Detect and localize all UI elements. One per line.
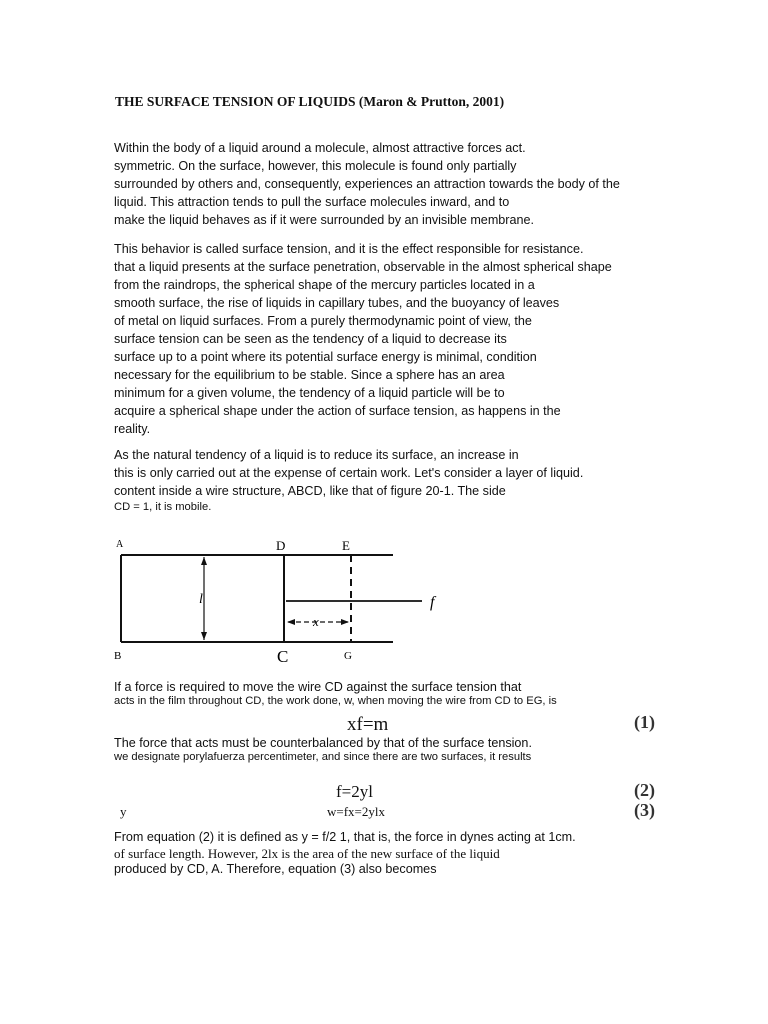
paragraph-work: [114, 446, 583, 500]
text-line: acts in the film throughout CD, the work done, w, when moving the wire from CD to EG, is: [114, 695, 557, 707]
text-line: that a liquid presents at the surface penetration, observable in the almost spherical shape: [114, 260, 612, 274]
text-line: we designate porylafuerza percentimeter, and since there are two surfaces, it results: [114, 751, 532, 763]
equation-1: xf=m: [347, 714, 389, 735]
text-line: surface tension can be seen as the tendency of a liquid to decrease its: [114, 332, 507, 346]
text-line: of surface length. However, 2lx is the area of the new surface of the liquid: [114, 846, 500, 861]
label-b: B: [114, 650, 122, 662]
wire-frame-figure: [110, 535, 450, 663]
label-a: A: [116, 539, 124, 550]
text-line: reality.: [114, 422, 151, 436]
text-line: surrounded by others and, consequently, experiences an attraction towards the body of the: [114, 177, 620, 191]
document-title: THE SURFACE TENSION OF LIQUIDS (Maron & Prutton, 2001): [115, 94, 505, 109]
text-line: From equation (2) it is defined as y = f/2 1, that is, the force in dynes acting at 1cm.: [114, 830, 576, 844]
label-e: E: [342, 538, 350, 553]
arrowhead-up: [201, 557, 207, 565]
equation-3-number: (3): [634, 800, 655, 820]
paragraph-intro: [114, 139, 620, 229]
text-line: of metal on liquid surfaces. From a purely thermodynamic point of view, the: [114, 314, 532, 328]
text-line: smooth surface, the rise of liquids in capillary tubes, and the buoyancy of leaves: [114, 296, 560, 310]
text-line: this is only carried out at the expense of certain work. Let's consider a layer of liquid.: [114, 466, 584, 480]
text-line: produced by CD, A. Therefore, equation (3) also becomes: [114, 862, 437, 876]
label-c: C: [277, 647, 289, 663]
text-line: Within the body of a liquid around a molecule, almost attractive forces act.: [114, 141, 526, 155]
text-line: liquid. This attraction tends to pull the surface molecules inward, and to: [114, 195, 510, 209]
label-x: x: [313, 614, 319, 629]
label-f: f: [430, 594, 435, 611]
text-line: The force that acts must be counterbalanced by that of the surface tension.: [114, 736, 532, 750]
text-line: minimum for a given volume, the tendency of a liquid particle will be to: [114, 386, 505, 400]
equation-2-number: (2): [634, 780, 655, 800]
equation-2: f=2yl: [336, 782, 373, 801]
text-line: As the natural tendency of a liquid is to reduce its surface, an increase in: [114, 448, 519, 462]
text-line: symmetric. On the surface, however, this molecule is found only partially: [114, 159, 517, 173]
text-line: surface up to a point where its potential surface energy is minimal, condition: [114, 350, 537, 364]
text-line: make the liquid behaves as if it were surrounded by an invisible membrane.: [114, 213, 535, 227]
paragraph-surface-tension: [114, 240, 612, 438]
text-line: This behavior is called surface tension, and it is the effect responsible for resistance.: [114, 242, 584, 256]
label-g: G: [344, 650, 352, 662]
text-line: acquire a spherical shape under the action of surface tension, as happens in the: [114, 404, 561, 418]
text-line: CD = 1, it is mobile.: [114, 501, 212, 513]
text-line: necessary for the equilibrium to be stable. Since a sphere has an area: [114, 368, 505, 382]
equation-3-symbol: y: [120, 804, 127, 819]
equation-1-number: (1): [634, 712, 655, 732]
label-l: l: [199, 592, 203, 607]
equation-3: w=fx=2ylx: [327, 804, 385, 819]
arrowhead-down: [201, 632, 207, 640]
arrowhead-left: [287, 619, 295, 625]
text-line: from the raindrops, the spherical shape of the mercury particles located in a: [114, 278, 535, 292]
arrowhead-right: [341, 619, 349, 625]
label-d: D: [276, 538, 286, 553]
text-line: If a force is required to move the wire CD against the surface tension that: [114, 680, 522, 694]
text-line: content inside a wire structure, ABCD, like that of figure 20-1. The side: [114, 484, 506, 498]
